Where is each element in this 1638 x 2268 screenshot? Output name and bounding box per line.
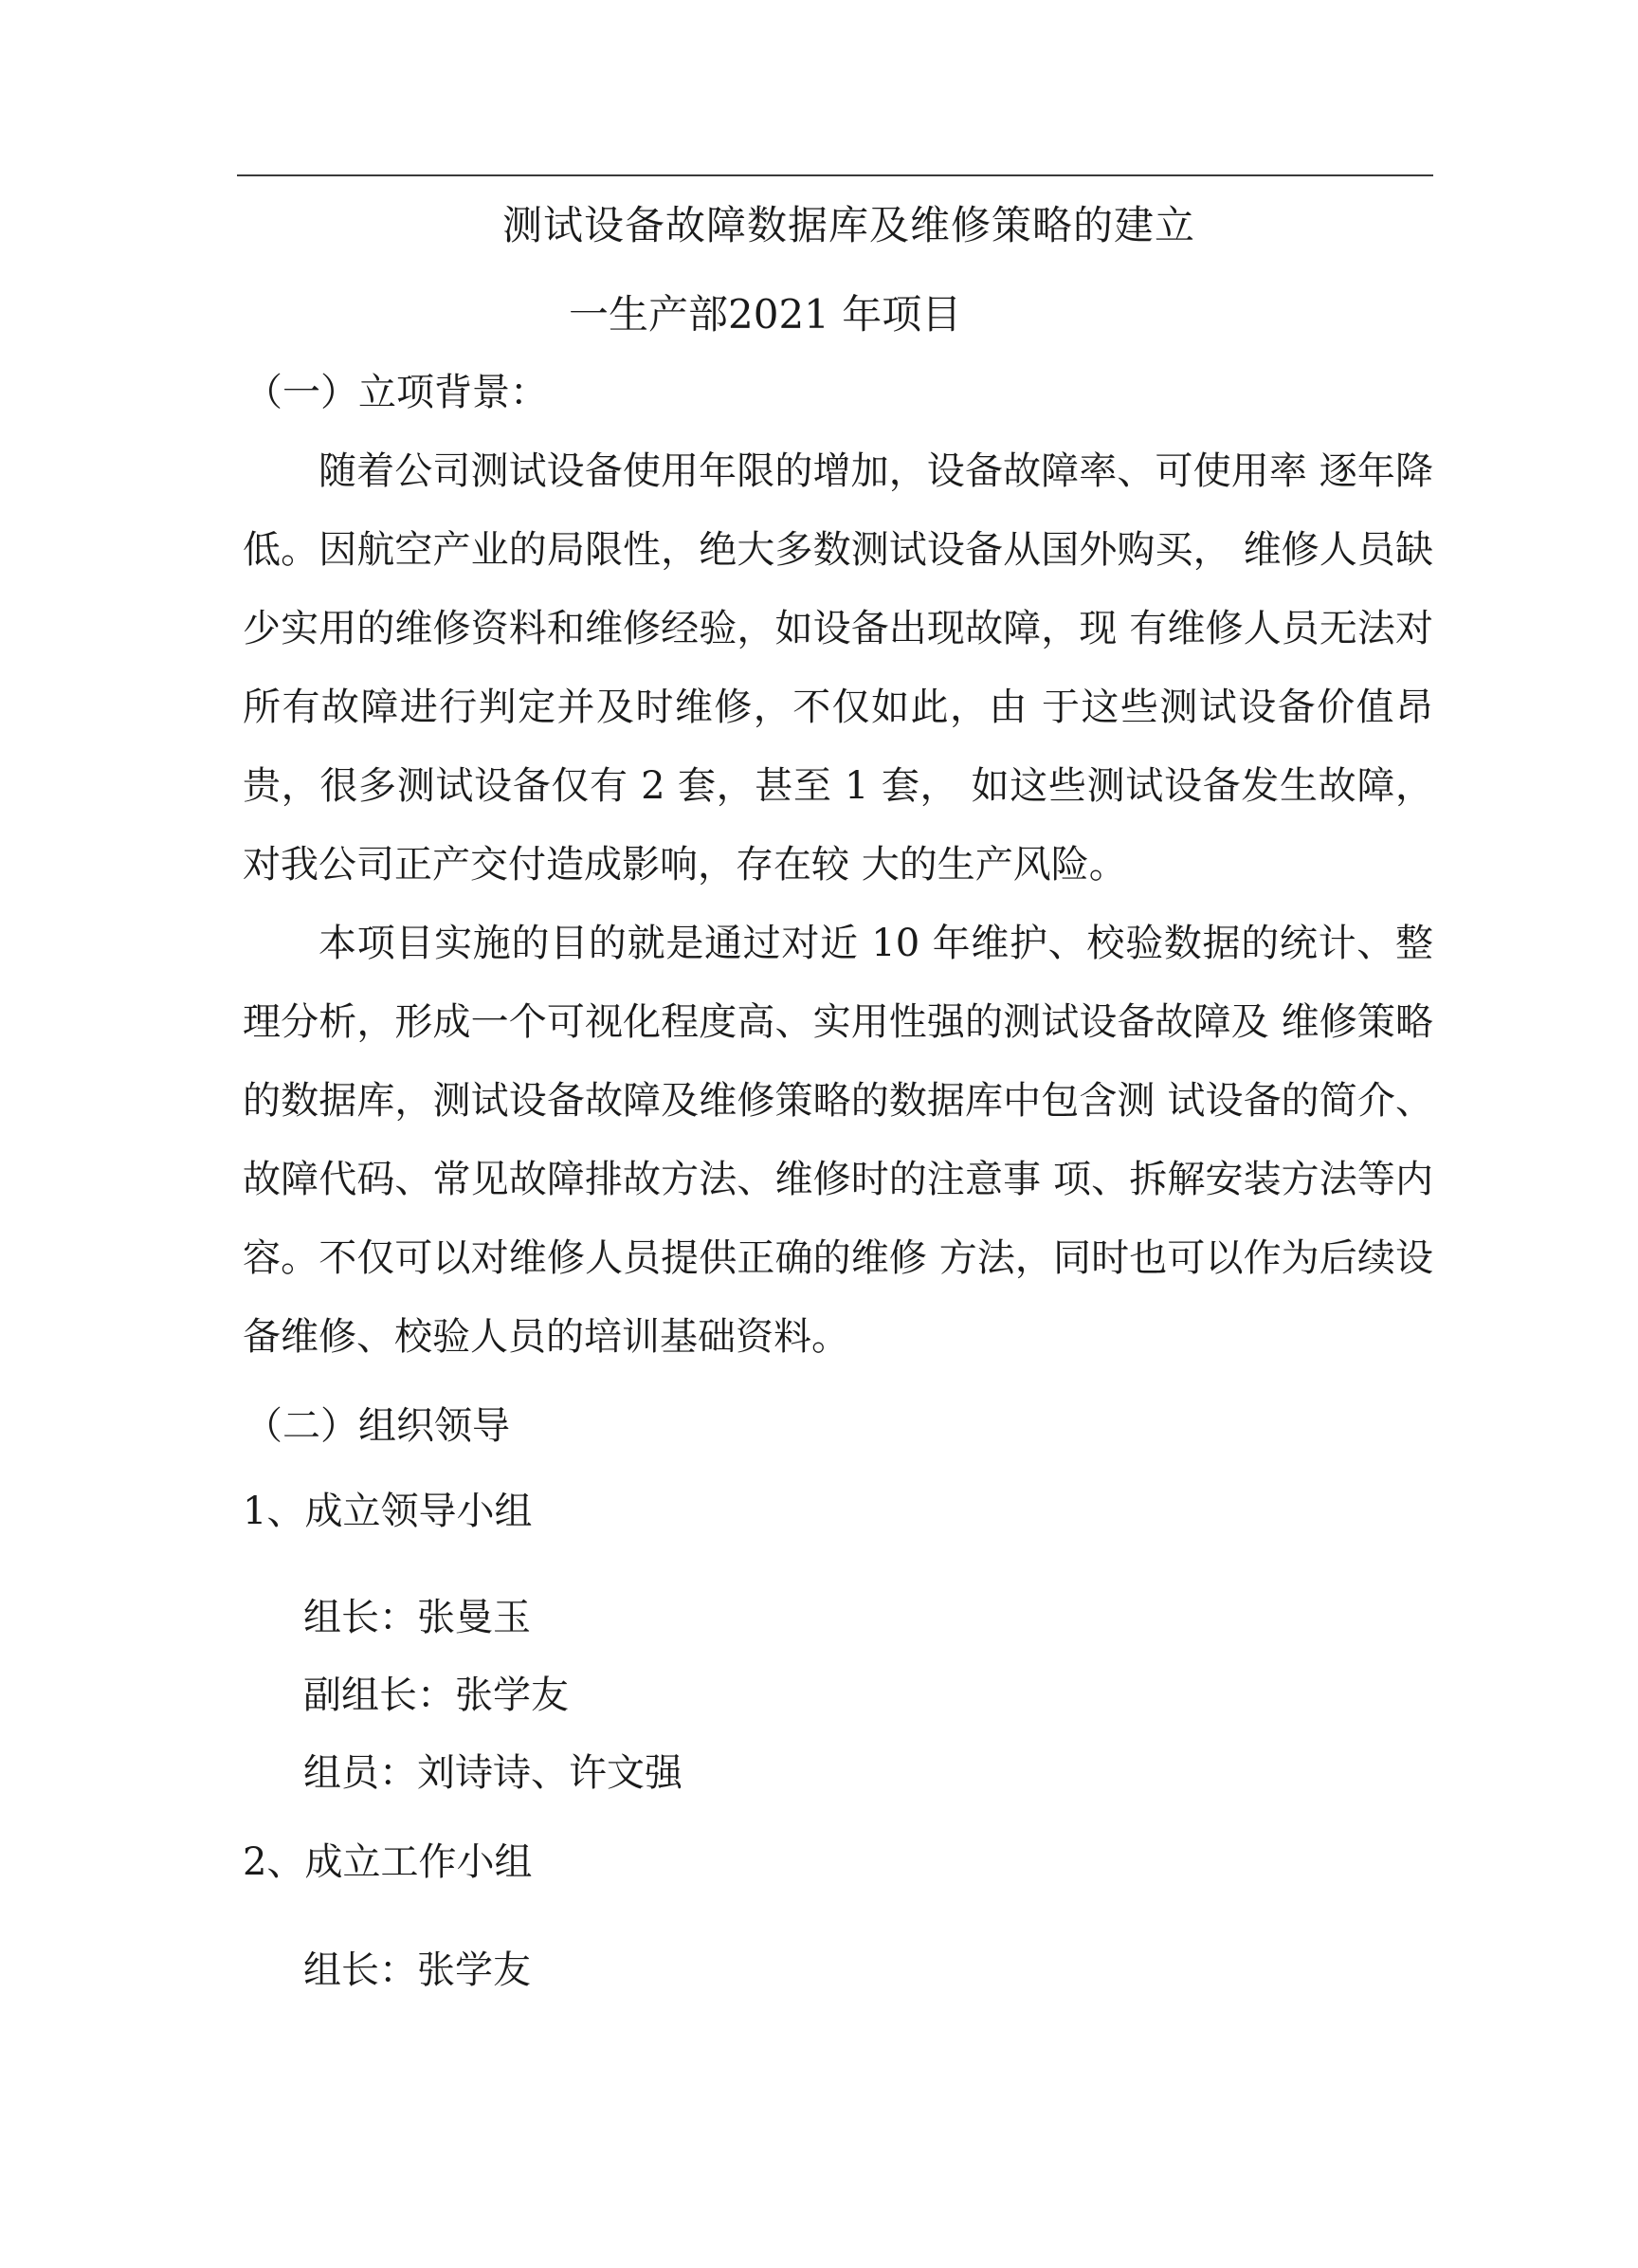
work-group-title: 2、成立工作小组 [243,1840,533,1884]
section-heading-organization: （二）组织领导 [245,1404,510,1448]
document-title: 测试设备故障数据库及维修策略的建立 [502,202,1196,248]
leadership-group-title: 1、成立领导小组 [243,1490,533,1533]
leadership-group-leader: 组长：张曼玉 [303,1596,531,1639]
paragraph-background [243,432,1433,905]
paragraph-objective [243,905,1433,1377]
paragraph-objective-text: 本项目实施的目的就是通过对近 10 年维护、校验数据的统计、整理分析，形成一个可视化程度高、实用性强的测试设备故障及 维修策略的数据库，测试设备故障及维修策略的数据库中包含测 试设备的简介、故障代码、常见故障排故方法、维修时的注意事 项、拆解安装方法等内容。不仅可以对维修人员提供正确的维修 方法，同时也可以作为后续设备维修、校验人员的培训基础资料。 [243,922,1433,1359]
work-group-leader: 组长：张学友 [303,1948,531,1992]
leadership-group-members: 组员：刘诗诗、许文强 [303,1751,682,1795]
paragraph-background-text: 随着公司测试设备使用年限的增加，设备故障率、可使用率 逐年降低。因航空产业的局限性，绝大多数测试设备从国外购买， 维修人员缺少实用的维修资料和维修经验，如设备出现故障，现 有维修人员无法对所有故障进行判定并及时维修，不仅如此，由 于这些测试设备价值昂贵，很多测试设备仅有 2 套，甚至 1 套， 如这些测试设备发生故障，对我公司正产交付造成影响，存在较 大的生产风险。 [243,449,1433,887]
section-heading-background: （一）立项背景： [245,371,548,414]
leadership-group-deputy: 副组长：张学友 [303,1674,569,1717]
document-subtitle: 一生产部2021 年项目 [569,291,962,338]
header-rule [237,174,1433,176]
